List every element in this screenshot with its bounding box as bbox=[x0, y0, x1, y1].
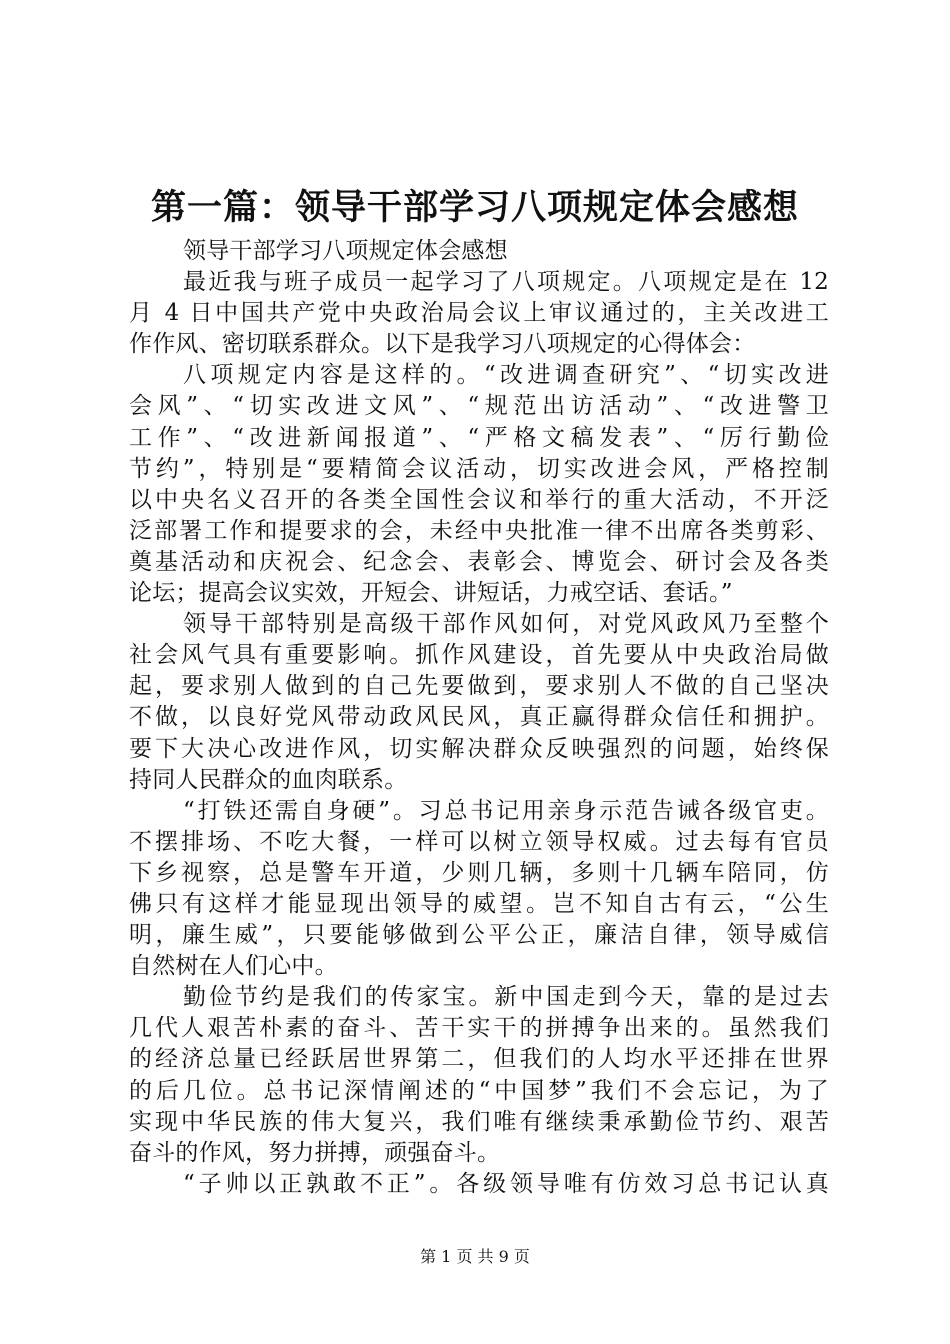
text-line: 最近我与班子成员一起学习了八项规定。八项规定是在 12 bbox=[183, 269, 829, 296]
text-line: 的经济总量已经跃居世界第二，但我们的人均水平还排在世界 bbox=[129, 1046, 829, 1073]
text-line: 论坛；提高会议实效，开短会、讲短话，力戒空话、套话。” bbox=[129, 580, 733, 607]
text-line: 不摆排场、不吃大餐，一样可以树立领导权威。过去每有官员 bbox=[129, 828, 829, 855]
text-line: 几代人艰苦朴素的奋斗、苦干实干的拼搏争出来的。虽然我们 bbox=[129, 1015, 829, 1042]
text-line: “子帅以正孰敢不正”。各级领导唯有仿效习总书记认真 bbox=[183, 1170, 829, 1197]
page-footer: 第 1 页 共 9 页 bbox=[420, 1247, 530, 1266]
text-line: 佛只有这样才能显现出领导的威望。岂不知自古有云，“公生 bbox=[129, 890, 829, 917]
text-line: 工作”、“改进新闻报道”、“严格文稿发表”、“厉行勤俭 bbox=[129, 424, 829, 451]
text-line: 明，廉生威”，只要能够做到公平公正，廉洁自律，领导威信 bbox=[129, 922, 829, 949]
document-body bbox=[129, 236, 829, 1200]
text-line: 要下大决心改进作风，切实解决群众反映强烈的问题，始终保 bbox=[129, 735, 829, 762]
text-line: 奋斗的作风，努力拼搏，顽强奋斗。 bbox=[129, 1139, 501, 1166]
text-line: 会风”、“切实改进文风”、“规范出访活动”、“改进警卫 bbox=[129, 393, 829, 420]
text-line: 社会风气具有重要影响。抓作风建设，首先要从中央政治局做 bbox=[129, 642, 829, 669]
text-line: 实现中华民族的伟大复兴，我们唯有继续秉承勤俭节约、艰苦 bbox=[129, 1108, 829, 1135]
text-line: 下乡视察，总是警车开道，少则几辆，多则十几辆车陪同，仿 bbox=[129, 859, 829, 886]
document-title: 第一篇：领导干部学习八项规定体会感想 bbox=[150, 188, 799, 228]
text-line: 泛部署工作和提要求的会，未经中央批准一律不出席各类剪彩、 bbox=[129, 517, 829, 544]
text-line: 八项规定内容是这样的。“改进调查研究”、“切实改进 bbox=[183, 362, 829, 389]
text-line: “打铁还需自身硬”。习总书记用亲身示范告诫各级官吏。 bbox=[183, 797, 829, 824]
text-line: 自然树在人们心中。 bbox=[129, 953, 338, 980]
text-line: 不做，以良好党风带动政风民风，真正赢得群众信任和拥护。 bbox=[129, 704, 829, 731]
text-line: 节约”，特别是“要精简会议活动，切实改进会风，严格控制 bbox=[129, 455, 829, 482]
text-line: 起，要求别人做到的自己先要做到，要求别人不做的自己坚决 bbox=[129, 673, 829, 700]
text-line: 持同人民群众的血肉联系。 bbox=[129, 766, 408, 793]
text-line: 奠基活动和庆祝会、纪念会、表彰会、博览会、研讨会及各类 bbox=[129, 548, 829, 575]
text-line: 月 4 日中国共产党中央政治局会议上审议通过的，主关改进工 bbox=[129, 300, 829, 327]
text-line: 作作风、密切联系群众。以下是我学习八项规定的心得体会： bbox=[129, 331, 756, 358]
text-line: 以中央名义召开的各类全国性会议和举行的重大活动，不开泛 bbox=[129, 486, 829, 513]
text-line: 领导干部特别是高级干部作风如何，对党风政风乃至整个 bbox=[183, 611, 829, 638]
text-line: 领导干部学习八项规定体会感想 bbox=[183, 238, 508, 264]
text-line: 勤俭节约是我们的传家宝。新中国走到今天，靠的是过去 bbox=[183, 984, 829, 1011]
text-line: 的后几位。总书记深情阐述的“中国梦”我们不会忘记，为了 bbox=[129, 1077, 829, 1104]
